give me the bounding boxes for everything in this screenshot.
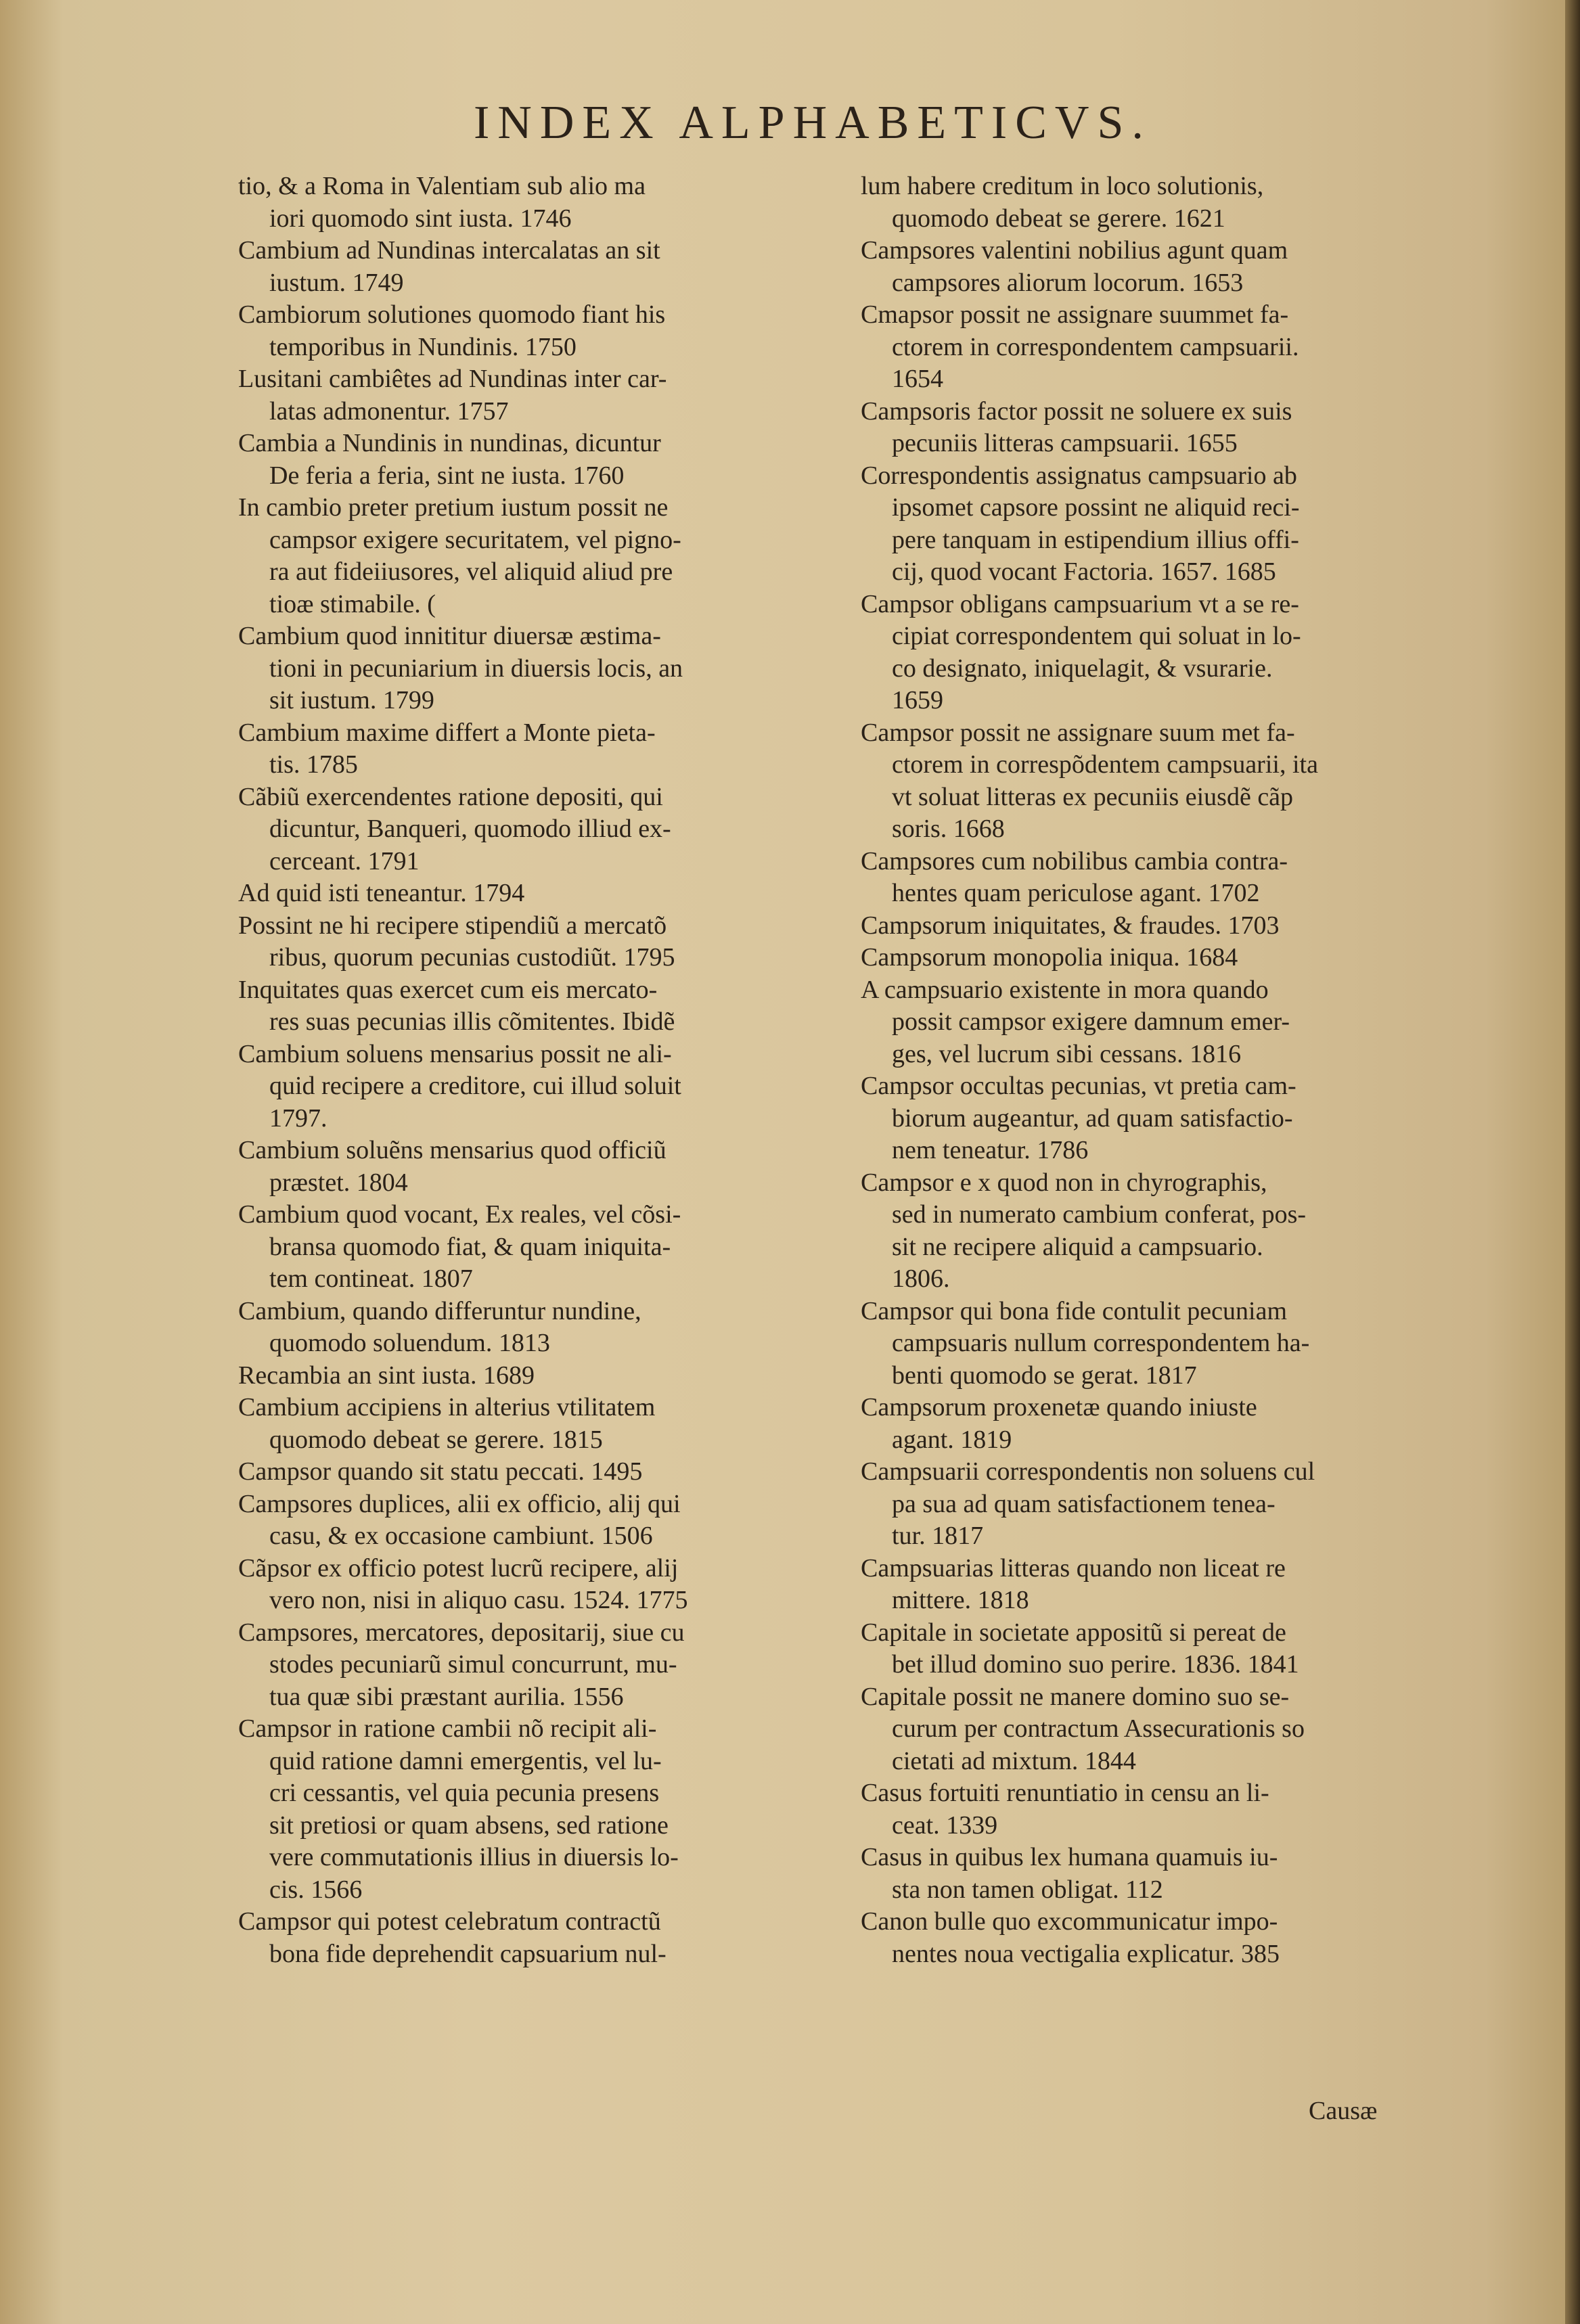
index-entry-line: tis. 1785 [269, 750, 358, 779]
index-entry [238, 363, 786, 428]
index-entry [238, 1456, 786, 1488]
index-entry-line: tua quæ sibi præstant aurilia. 1556 [269, 1682, 624, 1711]
index-entry-line: Cambium quod innititur diuersæ æstima- [238, 622, 661, 650]
index-entry-line: 1659 [892, 686, 943, 714]
index-entry-line: Campsor quando sit statu peccati. 1495 [238, 1457, 643, 1486]
index-entry-line: A campsuario existente in mora quando [861, 975, 1269, 1004]
index-entry-line: Campsores duplices, alii ex officio, alij qui [238, 1489, 681, 1518]
index-entry-line: ceat. 1339 [892, 1810, 998, 1840]
index-entry-line: Campsor obligans campsuarium vt a se re- [861, 589, 1299, 618]
index-entry-line: Campsor possit ne assignare suum met fa- [861, 718, 1295, 747]
index-entry [238, 1392, 786, 1456]
index-entry-line: Campsorum proxenetæ quando iniuste [861, 1393, 1257, 1421]
index-entry-line: bona fide deprehendit capsuarium nul- [269, 1939, 667, 1968]
index-entry-line: Campsuarias litteras quando non liceat re [861, 1553, 1286, 1582]
index-entry-line: præstet. 1804 [269, 1168, 408, 1197]
index-entry-line: tioæ stimabile. ( [269, 589, 436, 618]
index-entry-line: Campsor e x quod non in chyrographis, [861, 1168, 1267, 1197]
index-entry-line: Inquitates quas exercet cum eis mercato- [238, 975, 658, 1004]
index-entry-line: Campsor in ratione cambii nõ recipit ali- [238, 1714, 657, 1743]
index-entry-line: quomodo debeat se gerere. 1815 [269, 1425, 603, 1454]
index-entry [861, 1296, 1409, 1392]
index-entry-line: stodes pecuniarũ simul concurrunt, mu- [269, 1650, 677, 1679]
index-entry [238, 299, 786, 363]
index-entry-line: agant. 1819 [892, 1425, 1012, 1454]
index-entry-line: Cambium quod vocant, Ex reales, vel cõsi- [238, 1200, 681, 1229]
index-entry [238, 910, 786, 974]
book-spine-shadow [1565, 0, 1580, 2324]
index-entry [861, 170, 1409, 235]
index-entry-line: nem teneatur. 1786 [892, 1136, 1089, 1164]
index-entry-line: De feria a feria, sint ne iusta. 1760 [269, 461, 625, 490]
index-entry [238, 1553, 786, 1617]
index-entry-line: 1806. [892, 1264, 950, 1293]
index-entry-line: Campsores, mercatores, depositarij, siue cu [238, 1618, 685, 1647]
index-entry-line: Canon bulle quo excommunicatur impo- [861, 1907, 1278, 1936]
index-entry-line: Casus in quibus lex humana quamuis iu- [861, 1843, 1278, 1871]
index-entry-line: Ad quid isti teneantur. 1794 [238, 879, 525, 907]
index-entry [861, 1842, 1409, 1906]
index-entry [238, 170, 786, 235]
index-entry-line: latas admonentur. 1757 [269, 396, 509, 426]
index-entry-line: Cmapsor possit ne assignare suummet fa- [861, 300, 1289, 329]
index-column-left [238, 170, 786, 1970]
index-entry-line: bet illud domino suo perire. 1836. 1841 [892, 1650, 1299, 1679]
index-entry-line: Correspondentis assignatus campsuario ab [861, 461, 1297, 490]
index-entry [238, 492, 786, 620]
index-entry-line: Campsor qui bona fide contulit pecuniam [861, 1296, 1288, 1325]
index-entry [861, 1456, 1409, 1553]
index-entry-line: cis. 1566 [269, 1875, 363, 1904]
index-entry-line: sit iustum. 1799 [269, 686, 434, 714]
index-entry-line: Cambium maxime differt a Monte pieta- [238, 718, 656, 747]
index-entry [238, 1488, 786, 1553]
index-entry-line: Cãpsor ex officio potest lucrũ recipere, alij [238, 1553, 679, 1582]
index-entry [861, 1070, 1409, 1167]
index-entry-line: Cambium accipiens in alterius vtilitatem [238, 1393, 656, 1421]
index-column-right [861, 170, 1409, 1970]
index-entry [238, 1713, 786, 1906]
index-entry [861, 235, 1409, 299]
index-entry-line: lum habere creditum in loco solutionis, [861, 172, 1264, 200]
index-entry-line: campsor exigere securitatem, vel pigno- [269, 525, 681, 554]
index-entry [861, 1392, 1409, 1456]
index-entry-line: vere commutationis illius in diuersis lo- [269, 1843, 679, 1871]
index-entry [861, 942, 1409, 974]
index-entry-line: res suas pecunias illis cõmitentes. Ibidẽ [269, 1007, 675, 1036]
index-entry-line: sed in numerato cambium conferat, pos- [892, 1200, 1307, 1229]
index-entry [861, 910, 1409, 942]
index-entry-line: Cambia a Nundinis in nundinas, dicuntur [238, 429, 661, 457]
index-entry [861, 974, 1409, 1071]
index-entry-line: Cambium, quando differuntur nundine, [238, 1296, 641, 1325]
index-entry-line: Campsorum iniquitates, & fraudes. 1703 [861, 911, 1280, 940]
index-entry-line: sta non tamen obligat. 112 [892, 1875, 1163, 1904]
index-entry-line: campsuaris nullum correspondentem ha- [892, 1329, 1310, 1357]
index-entry [238, 1906, 786, 1970]
index-entry-line: cri cessantis, vel quia pecunia presens [269, 1779, 660, 1807]
index-entry-line: ipsomet capsore possint ne aliquid reci- [892, 493, 1300, 522]
index-entry [238, 974, 786, 1039]
index-entry-line: mittere. 1818 [892, 1586, 1029, 1614]
index-entry [238, 620, 786, 717]
index-entry-line: cerceant. 1791 [269, 846, 420, 875]
index-entry-line: sit pretiosi or quam absens, sed ratione [269, 1810, 669, 1840]
index-entry-line: campsores aliorum locorum. 1653 [892, 268, 1244, 297]
index-entry-line: co designato, iniquelagit, & vsurarie. [892, 654, 1273, 683]
index-entry-line: Cambium soluẽns mensarius quod officiũ [238, 1136, 667, 1164]
index-entry-line: tur. 1817 [892, 1522, 984, 1550]
index-entry [238, 428, 786, 492]
index-entry-line: quomodo soluendum. 1813 [269, 1329, 550, 1357]
index-entry [238, 1617, 786, 1714]
index-entry-line: 1654 [892, 365, 943, 393]
index-entry-line: quid ratione damni emergentis, vel lu- [269, 1746, 662, 1775]
index-entry [238, 717, 786, 781]
index-entry [861, 589, 1409, 717]
index-entry [861, 717, 1409, 846]
index-entry-line: Campsuarii correspondentis non soluens cul [861, 1457, 1315, 1486]
index-entry-line: In cambio preter pretium iustum possit ne [238, 493, 669, 522]
index-entry-line: casu, & ex occasione cambiunt. 1506 [269, 1522, 653, 1550]
index-entry-line: Capitale in societate appositũ si pereat de [861, 1618, 1286, 1647]
index-entry-line: curum per contractum Assecurationis so [892, 1714, 1305, 1743]
index-entry [861, 1167, 1409, 1296]
index-entry-line: benti quomodo se gerat. 1817 [892, 1361, 1197, 1390]
index-entry-line: pere tanquam in estipendium illius offi- [892, 525, 1299, 554]
index-entry-line: Campsor occultas pecunias, vt pretia cam- [861, 1072, 1296, 1100]
index-entry-line: iustum. 1749 [269, 268, 404, 297]
index-entry-line: tioni in pecuniarium in diuersis locis, an [269, 654, 683, 683]
index-entry-line: tem contineat. 1807 [269, 1264, 473, 1293]
index-entry-line: pa sua ad quam satisfactionem tenea- [892, 1489, 1276, 1518]
index-entry [861, 460, 1409, 589]
index-entry [861, 1553, 1409, 1617]
index-entry-line: Campsores cum nobilibus cambia contra- [861, 846, 1288, 875]
index-entry-line: Cambium ad Nundinas intercalatas an sit [238, 236, 660, 265]
index-entry-line: ribus, quorum pecunias custodiũt. 1795 [269, 943, 675, 972]
index-entry-line: Cambium soluens mensarius possit ne ali- [238, 1039, 672, 1068]
index-entry-line: dicuntur, Banqueri, quomodo illiud ex- [269, 815, 671, 843]
index-entry-line: ra aut fideiiusores, vel aliquid aliud pre [269, 557, 673, 586]
index-entry [861, 1681, 1409, 1778]
index-entry-line: biorum augeantur, ad quam satisfactio- [892, 1103, 1293, 1133]
index-entry [861, 299, 1409, 396]
index-entry [861, 846, 1409, 910]
index-entry-line: possit campsor exigere damnum emer- [892, 1007, 1290, 1036]
index-entry-line: Cãbiũ exercendentes ratione depositi, qui [238, 782, 663, 811]
index-entry-line: Casus fortuiti renuntiatio in censu an li- [861, 1779, 1269, 1807]
index-entry-line: Cambiorum solutiones quomodo fiant his [238, 300, 666, 329]
index-entry-line: bransa quomodo fiat, & quam iniquita- [269, 1232, 671, 1261]
index-entry-line: 1797. [269, 1103, 328, 1133]
index-entry-line: nentes noua vectigalia explicatur. 385 [892, 1939, 1280, 1968]
index-entry-line: Lusitani cambiêtes ad Nundinas inter car- [238, 365, 667, 393]
index-entry-line: tio, & a Roma in Valentiam sub alio ma [238, 172, 646, 200]
index-entry [238, 1360, 786, 1392]
index-entry [861, 1777, 1409, 1842]
index-entry-line: soris. 1668 [892, 815, 1005, 843]
index-entry-line: cipiat correspondentem qui soluat in lo- [892, 622, 1301, 650]
index-entry-line: pecuniis litteras campsuarii. 1655 [892, 429, 1238, 457]
index-entry [238, 235, 786, 299]
index-entry-line: Campsorum monopolia iniqua. 1684 [861, 943, 1238, 972]
index-entry [238, 1135, 786, 1199]
index-entry-line: temporibus in Nundinis. 1750 [269, 332, 577, 361]
index-entry-line: Capitale possit ne manere domino suo se- [861, 1682, 1290, 1711]
index-entry-line: ctorem in correspõdentem campsuarii, ita [892, 750, 1318, 779]
index-entry-line: hentes quam periculose agant. 1702 [892, 879, 1260, 907]
index-entry [238, 1199, 786, 1296]
index-entry-line: iori quomodo sint iusta. 1746 [269, 204, 572, 233]
index-entry [238, 878, 786, 910]
catchword: Causæ [1309, 2097, 1378, 2125]
index-entry [861, 396, 1409, 460]
index-entry-line: Campsores valentini nobilius agunt quam [861, 236, 1288, 265]
index-entry-line: Recambia an sint iusta. 1689 [238, 1361, 535, 1390]
page-header: INDEX ALPHABETICVS. [474, 97, 1152, 149]
index-entry [861, 1617, 1409, 1681]
index-entry-line: Campsor qui potest celebratum contractũ [238, 1907, 661, 1936]
index-entry-line: cij, quod vocant Factoria. 1657. 1685 [892, 557, 1276, 586]
index-entry-line: Possint ne hi recipere stipendiũ a mercatõ [238, 911, 667, 940]
index-entry-line: ges, vel lucrum sibi cessans. 1816 [892, 1039, 1242, 1068]
index-entry-line: quomodo debeat se gerere. 1621 [892, 204, 1225, 233]
index-entry [238, 1039, 786, 1135]
index-entry [861, 1906, 1409, 1970]
index-entry-line: vt soluat litteras ex pecuniis eiusdẽ cãp [892, 782, 1294, 811]
index-entry-line: sit ne recipere aliquid a campsuario. [892, 1232, 1263, 1261]
index-entry-line: quid recipere a creditore, cui illud soluit [269, 1072, 681, 1100]
index-entry-line: cietati ad mixtum. 1844 [892, 1746, 1136, 1775]
index-entry [238, 1296, 786, 1360]
index-entry [238, 781, 786, 878]
index-entry-line: Campsoris factor possit ne soluere ex suis [861, 396, 1292, 426]
index-entry-line: vero non, nisi in aliquo casu. 1524. 1775 [269, 1586, 688, 1614]
index-entry-line: ctorem in correspondentem campsuarii. [892, 332, 1299, 361]
